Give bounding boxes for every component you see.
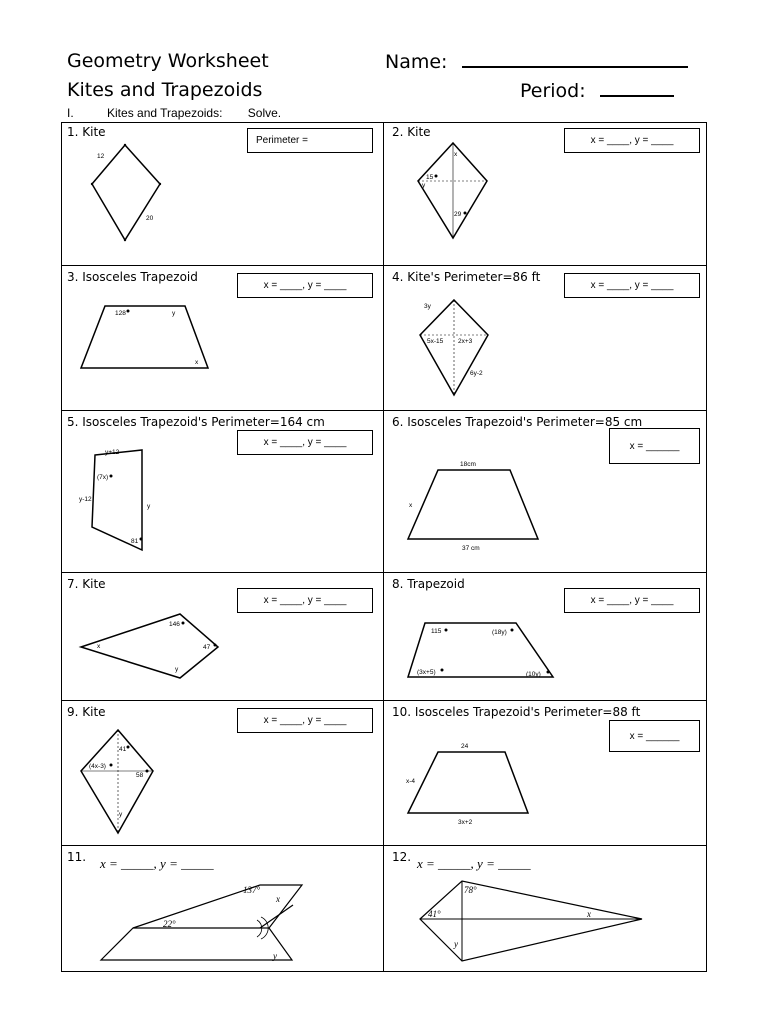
problem-8-title: 8. Trapezoid — [392, 577, 465, 591]
problem-9-label-58: 58 — [136, 772, 144, 779]
problem-2-answer-box[interactable]: x = ____, y = ____ — [564, 128, 700, 153]
problem-7-title: 7. Kite — [67, 577, 106, 591]
name-blank — [462, 50, 688, 68]
problem-1-label-12: 12 — [97, 153, 105, 160]
problem-12-answer: x = _____, y = _____ — [417, 856, 531, 871]
problem-5-answer-box[interactable]: x = ____, y = ____ — [237, 430, 373, 455]
problem-12-kite-figure — [412, 875, 647, 967]
problem-10-trapezoid-figure — [400, 740, 540, 830]
problem-4-label-left: 5x-15 — [427, 338, 444, 345]
problem-7-label-y: y — [175, 666, 179, 673]
problem-10-answer-box[interactable]: x = ______ — [609, 720, 700, 752]
problem-4-label-bottom: 6y-2 — [470, 370, 483, 377]
problem-12-label-78: 78° — [464, 885, 477, 895]
problem-4-answer-box[interactable]: x = ____, y = ____ — [564, 273, 700, 298]
problem-3-label-x: x — [195, 359, 199, 366]
problem-9-title: 9. Kite — [67, 705, 106, 719]
problem-3-label-128: 128 — [115, 310, 126, 317]
problem-3-label-y: y — [172, 310, 176, 317]
problem-5-title: 5. Isosceles Trapezoid's Perimeter=164 cm — [67, 415, 325, 429]
problem-2-title: 2. Kite — [392, 125, 431, 139]
problem-11-figure — [95, 875, 305, 967]
problem-1-label-20: 20 — [146, 215, 154, 222]
problem-8-answer-box[interactable]: x = ____, y = ____ — [564, 588, 700, 613]
grid-divider — [61, 572, 707, 573]
problem-4-kite-figure — [412, 295, 502, 405]
period-field — [520, 79, 674, 102]
problem-1-answer-box[interactable]: Perimeter = — [247, 128, 373, 153]
problem-2-label-y: y — [422, 182, 426, 189]
problem-2-label-x: x — [454, 151, 458, 158]
section-number: I. — [67, 106, 74, 120]
section-title: Kites and Trapezoids: — [107, 106, 223, 120]
problem-7-answer-box[interactable]: x = ____, y = ____ — [237, 588, 373, 613]
problem-6-answer-box[interactable]: x = ______ — [609, 428, 700, 464]
problem-8-label-3x5: (3x+5) — [417, 669, 436, 676]
name-field — [385, 50, 688, 73]
grid-divider — [61, 700, 707, 701]
problem-9-label-expr: (4x-3) — [89, 763, 106, 770]
section-heading — [67, 106, 281, 120]
problem-11-label-y: y — [273, 951, 277, 961]
grid-divider — [61, 845, 707, 846]
problem-5-label-y: y — [147, 503, 151, 510]
worksheet-title: Geometry Worksheet — [67, 50, 269, 72]
section-instruction: Solve. — [247, 106, 282, 120]
problem-6-label-bottom: 37 cm — [462, 545, 480, 552]
problem-6-title: 6. Isosceles Trapezoid's Perimeter=85 cm — [392, 415, 643, 429]
problem-7-label-x: x — [97, 643, 101, 650]
problem-10-label-3x2: 3x+2 — [458, 819, 473, 826]
problem-11-title: 11. — [67, 850, 87, 864]
problem-10-label-24: 24 — [461, 743, 469, 750]
problem-12-label-41: 41° — [428, 909, 441, 919]
problem-5-trapezoid-figure — [75, 445, 165, 560]
problem-6-trapezoid-figure — [400, 455, 550, 555]
problem-9-kite-figure — [75, 725, 165, 840]
problem-7-label-47: 47 — [203, 644, 211, 651]
problem-12-label-y: y — [454, 939, 458, 949]
problem-4-label-3y: 3y — [424, 303, 431, 310]
period-blank — [600, 79, 674, 97]
problem-11-label-x: x — [276, 894, 280, 904]
grid-divider — [61, 265, 707, 266]
problem-8-label-10y: (10y) — [526, 671, 541, 678]
problem-7-kite-figure — [75, 605, 230, 685]
problem-1-title: 1. Kite — [67, 125, 106, 139]
problem-12-label-x: x — [587, 909, 591, 919]
problem-10-title: 10. Isosceles Trapezoid's Perimeter=88 ft — [392, 705, 641, 719]
problem-8-label-18y: (18y) — [492, 629, 507, 636]
problem-3-answer-box[interactable]: x = ____, y = ____ — [237, 273, 373, 298]
problem-5-label-top: y+12 — [105, 449, 120, 456]
problem-12-title: 12. — [392, 850, 412, 864]
worksheet-subtitle: Kites and Trapezoids — [67, 79, 263, 101]
problem-4-title: 4. Kite's Perimeter=86 ft — [392, 270, 541, 284]
problem-2-label-15: 15 — [426, 174, 434, 181]
problem-6-label-top: 18cm — [460, 461, 476, 468]
problem-3-title: 3. Isosceles Trapezoid — [67, 270, 198, 284]
problem-6-label-x: x — [409, 502, 413, 509]
problem-7-label-146: 146 — [169, 621, 180, 628]
problem-1-kite-figure — [80, 140, 180, 250]
problem-11-answer: x = _____, y = _____ — [100, 856, 214, 871]
problem-8-label-115: 115 — [431, 628, 442, 635]
problem-3-trapezoid-figure — [75, 300, 220, 380]
name-label: Name: — [385, 51, 448, 73]
problem-11-label-22: 22° — [163, 919, 176, 929]
problem-9-label-41: 41 — [119, 746, 127, 753]
period-label: Period: — [520, 80, 586, 102]
problem-4-label-right: 2x+3 — [458, 338, 473, 345]
problem-9-label-y: y — [119, 811, 123, 818]
problem-5-label-81: 81 — [131, 538, 139, 545]
grid-divider — [61, 410, 707, 411]
problem-5-label-7x: (7x) — [97, 474, 109, 481]
problem-8-trapezoid-figure — [400, 615, 560, 685]
problem-2-kite-figure — [410, 138, 500, 248]
problem-2-label-29: 29 — [454, 211, 462, 218]
problem-5-label-left: y-12 — [79, 496, 92, 503]
problem-9-answer-box[interactable]: x = ____, y = ____ — [237, 708, 373, 733]
problem-11-label-137: 137° — [243, 885, 261, 895]
problem-10-label-x4: x-4 — [406, 778, 416, 785]
